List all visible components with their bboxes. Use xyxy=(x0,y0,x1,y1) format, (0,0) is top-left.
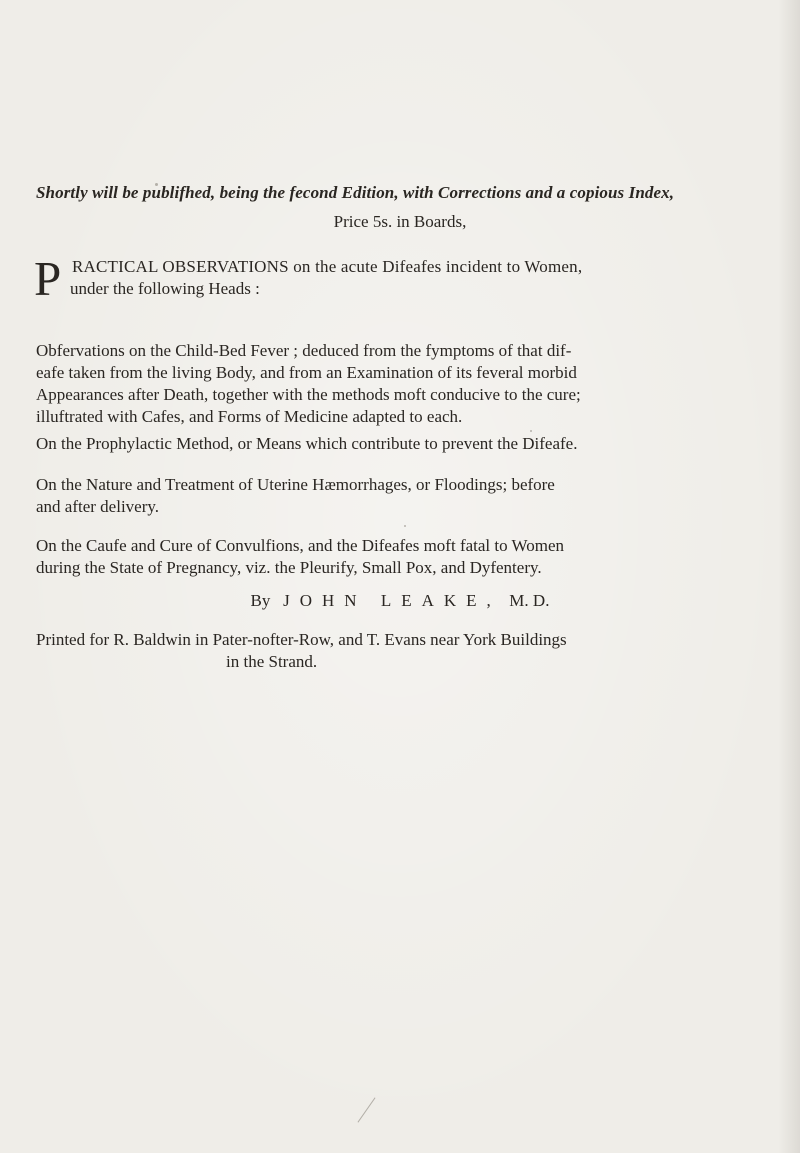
head-paragraph-2 xyxy=(36,433,746,455)
title-line-1: RACTICAL OBSERVATIONS on the acute Difeafes incident to Women, xyxy=(72,257,583,276)
paragraph-line: On the Prophylactic Method, or Means which contribute to prevent the Difeafe. xyxy=(36,434,578,453)
paragraph-line: Obfervations on the Child-Bed Fever ; deduced from the fymptoms of that dif- xyxy=(36,341,572,360)
paragraph-line: Appearances after Death, together with the methods moft conducive to the cure; xyxy=(36,385,581,404)
head-paragraph-3 xyxy=(36,474,746,518)
paragraph-line: during the State of Pregnancy, viz. the Pleurify, Small Pox, and Dyfentery. xyxy=(36,558,542,577)
head-paragraph-4 xyxy=(36,535,746,579)
paper-speck xyxy=(530,430,532,432)
paper-scratch xyxy=(357,1097,375,1122)
imprint-line-2: in the Strand. xyxy=(226,652,318,671)
author-prefix: By xyxy=(250,591,271,610)
author-line xyxy=(0,591,800,611)
price-line: Price 5s. in Boards, xyxy=(333,212,467,231)
imprint-line-1: Printed for R. Baldwin in Pater-nofter-Row, and T. Evans near York Buildings xyxy=(36,630,567,649)
paragraph-line: illuftrated with Cafes, and Forms of Medicine adapted to each. xyxy=(36,407,463,426)
imprint xyxy=(36,629,776,673)
author-degree: M. D. xyxy=(509,591,550,610)
paragraph-line: On the Nature and Treatment of Uterine Hæmorrhages, or Floodings; before xyxy=(36,475,555,494)
paper-speck xyxy=(155,183,158,186)
paragraph-line: and after delivery. xyxy=(36,497,160,516)
announcement-headline: Shortly will be publifhed, being the fecond Edition, with Corrections and a copious Index, xyxy=(36,183,675,202)
title-line-2: under the following Heads : xyxy=(70,279,260,298)
paper-speck xyxy=(404,525,406,527)
head-paragraph-1 xyxy=(36,340,746,428)
title-dropcap: P xyxy=(34,251,62,306)
author-name: JOHN LEAKE, xyxy=(283,591,501,610)
paragraph-line: On the Caufe and Cure of Convulfions, and the Difeafes moft fatal to Women xyxy=(36,536,565,555)
paragraph-line: eafe taken from the living Body, and from an Examination of its feveral morbid xyxy=(36,363,577,382)
page-edge-shadow xyxy=(778,0,800,1153)
